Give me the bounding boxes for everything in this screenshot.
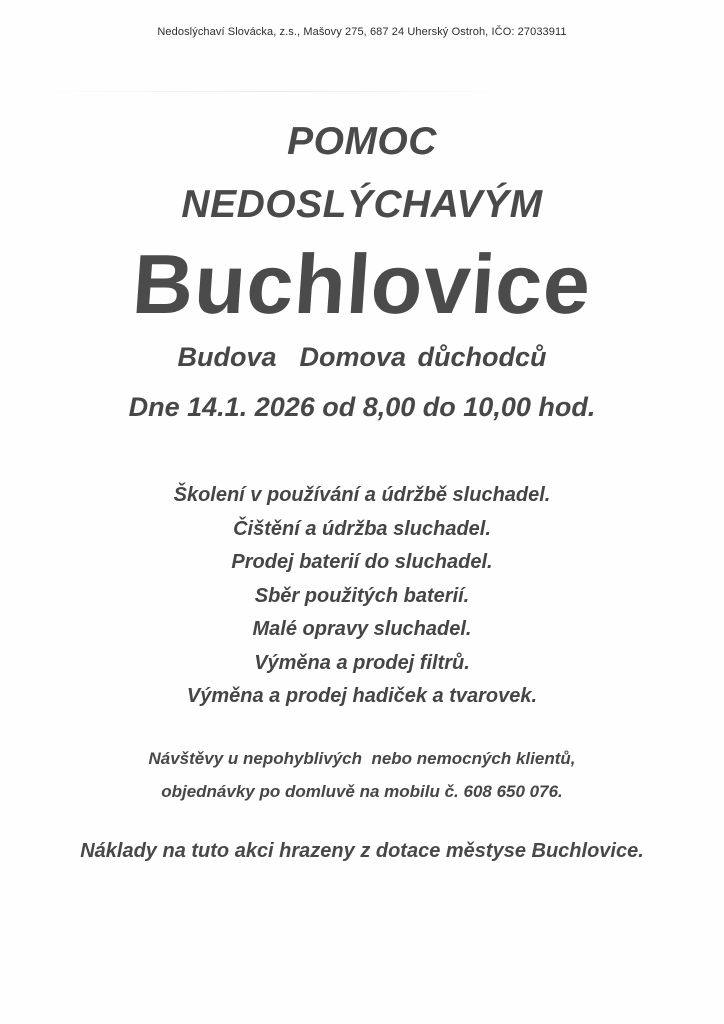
- visits-note-line-1: Návštěvy u nepohyblivých nebo nemocných klientů,: [148, 749, 576, 768]
- service-item: Školení v používání a údržbě sluchadel.: [173, 484, 551, 506]
- service-item: Výměna a prodej filtrů.: [254, 651, 470, 674]
- service-item: Výměna a prodej hadiček a tvarovek.: [186, 685, 538, 707]
- event-datetime: Dne 14.1. 2026 od 8,00 do 10,00 hod.: [128, 392, 596, 422]
- services-list: [0, 480, 724, 715]
- service-item: Prodej baterií do sluchadel.: [231, 551, 493, 573]
- organization-header: Nedoslýchaví Slovácka, z.s., Mašovy 275, 687 24 Uherský Ostroh, IČO: 27033911: [157, 26, 567, 38]
- service-item: Malé opravy sluchadel.: [252, 618, 472, 640]
- scan-artifact-line: [40, 91, 510, 92]
- visits-note-line-2: objednávky po domluvě na mobilu č. 608 650 076.: [161, 782, 563, 801]
- service-item: Čištění a údržba sluchadel.: [233, 517, 491, 540]
- service-item: Sběr použitých baterií.: [254, 584, 470, 607]
- funding-note: Náklady na tuto akci hrazeny z dotace městyse Buchlovice.: [80, 840, 644, 862]
- title-line-2: NEDOSLÝCHAVÝM: [181, 183, 543, 226]
- title-place: Buchlovice: [129, 237, 595, 331]
- title-line-1: POMOC: [287, 120, 437, 163]
- event-venue: Budova Domova důchodců: [177, 342, 547, 372]
